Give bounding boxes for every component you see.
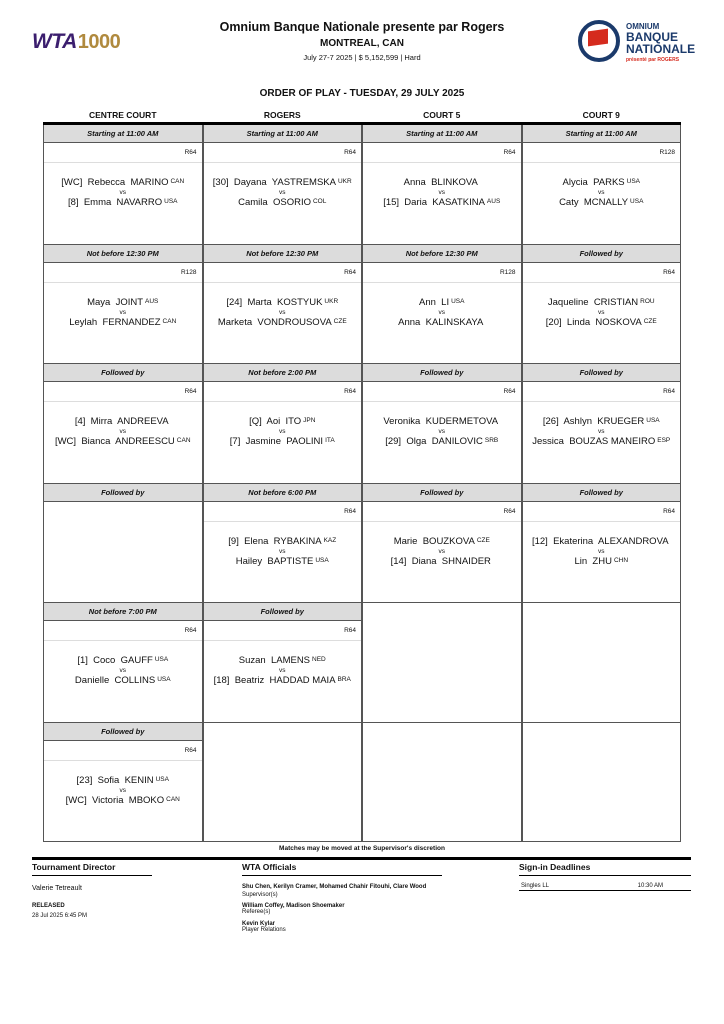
supervisors-role: Supervisor(s) [242, 892, 278, 898]
player-country: SRB [484, 437, 499, 444]
match-start-time: Starting at 11:00 AM [363, 125, 521, 143]
sponsor-line-1: OMNIUM [626, 22, 660, 31]
player-entry [363, 297, 521, 308]
player-entry [44, 436, 202, 447]
match-round: R64 [204, 263, 362, 283]
sponsor-line-3: NATIONALE [626, 42, 696, 56]
player-country: JPN [303, 417, 316, 424]
player-name: [4] Mirra ANDREEVA [74, 416, 169, 427]
player-country: CZE [476, 536, 490, 544]
match-cell [362, 484, 522, 604]
player-entry [44, 317, 202, 328]
player-name: Suzan LAMENS [238, 655, 311, 666]
player-entry [44, 297, 202, 308]
player-name: Ann LI [419, 296, 450, 308]
player-name: [15] Daria KASATKINA [383, 197, 485, 208]
sponsor-line-2: BANQUE [626, 30, 679, 44]
empty-slot [362, 603, 522, 723]
player-country: USA [646, 417, 660, 424]
match-cell [43, 125, 203, 245]
vs-label: vs [119, 786, 126, 794]
match-round: R64 [44, 382, 202, 402]
player-name: Marie BOUZKOVA [393, 535, 475, 547]
player-name: [18] Beatriz HADDAD MAIA [213, 675, 336, 686]
player-entry [363, 436, 521, 447]
court-headers [43, 110, 681, 120]
court-column [522, 125, 682, 840]
court-header: CENTRE COURT [88, 110, 157, 120]
director-column [32, 862, 152, 919]
match-round: R64 [44, 143, 202, 163]
player-name: [Q] Aoi ITO [249, 416, 302, 427]
player-name: Caty MCNALLY [559, 197, 629, 208]
signin-time: 10:30 AM [637, 883, 663, 889]
player-name: [WC] Bianca ANDREESCU [54, 436, 175, 447]
director-heading: Tournament Director [32, 862, 152, 876]
logo-flag-icon [588, 29, 608, 47]
match-players [523, 163, 681, 208]
player-country: USA [630, 198, 644, 205]
player-entry [204, 197, 362, 208]
match-start-time: Followed by [363, 364, 521, 382]
player-country: AUS [486, 198, 501, 205]
player-country: CAN [170, 178, 185, 185]
player-entry [44, 775, 202, 786]
match-start-time: Starting at 11:00 AM [523, 125, 681, 143]
match-players [204, 283, 362, 328]
match-players [523, 283, 681, 328]
match-cell [203, 245, 363, 365]
match-cell [362, 125, 522, 245]
player-name: Jaqueline CRISTIAN [547, 296, 639, 308]
player-entry [44, 197, 202, 208]
match-cell [43, 603, 203, 723]
player-entry [523, 436, 681, 447]
match-players [44, 402, 202, 447]
player-country: CHN [613, 556, 629, 564]
schedule-grid [43, 122, 681, 840]
player-entry [204, 536, 362, 547]
player-entry [523, 297, 681, 308]
match-start-time: Followed by [523, 245, 681, 263]
signin-heading: Sign-in Deadlines [519, 862, 691, 876]
match-start-time: Not before 12:30 PM [44, 245, 202, 263]
court-column [362, 125, 522, 840]
empty-slot [522, 603, 682, 723]
player-entry [204, 675, 362, 686]
match-players [363, 522, 521, 567]
player-country: CZE [643, 317, 657, 325]
match-start-time: Followed by [204, 603, 362, 621]
signin-event: Singles LL [521, 883, 550, 889]
player-name: Lin ZHU [574, 555, 612, 567]
signin-column [519, 862, 691, 891]
match-start-time: Not before 12:30 PM [204, 245, 362, 263]
match-start-time: Followed by [523, 484, 681, 502]
sponsor-wordmark [626, 23, 695, 63]
match-round: R128 [363, 263, 521, 283]
vs-label: vs [598, 547, 605, 555]
match-round: R64 [44, 621, 202, 641]
player-entry [523, 317, 681, 328]
vs-label: vs [279, 547, 286, 555]
match-round: R64 [44, 741, 202, 761]
vs-label: vs [279, 308, 286, 316]
player-name: Jessica BOUZAS MANEIRO [532, 436, 656, 447]
player-country: CAN [176, 437, 191, 444]
player-entry [204, 317, 362, 328]
event-title: Omnium Banque Nationale presente par Rogers [219, 20, 505, 34]
player-country: BRA [337, 676, 351, 683]
player-country: ITA [325, 437, 335, 444]
match-start-time: Followed by [523, 364, 681, 382]
match-round: R64 [204, 143, 362, 163]
match-start-time: Not before 6:00 PM [204, 484, 362, 502]
player-name: [29] Olga DANILOVIC [385, 436, 483, 447]
match-round: R64 [363, 143, 521, 163]
match-cell [43, 245, 203, 365]
vs-label: vs [119, 189, 126, 196]
player-country: USA [451, 297, 465, 305]
match-round: R64 [204, 621, 362, 641]
vs-label: vs [598, 189, 605, 196]
player-country: NED [312, 656, 326, 663]
released-time: 28 Jul 2025 6:45 PM [32, 913, 88, 919]
event-city: MONTREAL, CAN [320, 38, 404, 49]
match-round: R64 [363, 382, 521, 402]
match-players [44, 283, 202, 328]
match-players [204, 641, 362, 686]
match-round: R128 [44, 263, 202, 283]
court-column [43, 125, 203, 840]
match-round: R64 [204, 382, 362, 402]
match-players [204, 163, 362, 208]
player-name: Veronika KUDERMETOVA [383, 416, 499, 427]
player-country: AUS [145, 297, 159, 305]
event-header [180, 20, 544, 62]
player-entry [204, 556, 362, 567]
vs-label: vs [119, 428, 126, 435]
player-country: CAN [162, 317, 177, 325]
match-round: R64 [363, 502, 521, 522]
player-country: USA [626, 178, 640, 185]
player-name: Alycia PARKS [562, 177, 625, 188]
match-players [363, 163, 521, 208]
officials-heading: WTA Officials [242, 862, 442, 876]
player-country: CZE [333, 317, 347, 325]
vs-label: vs [598, 428, 605, 435]
match-round: R64 [523, 502, 681, 522]
match-players [44, 761, 202, 806]
court-column [203, 125, 363, 840]
vs-label: vs [279, 189, 286, 196]
player-name: Maya JOINT [87, 296, 144, 308]
court-header: COURT 9 [582, 110, 620, 120]
player-country: KAZ [323, 536, 337, 544]
vs-label: vs [438, 189, 445, 196]
player-entry [44, 177, 202, 188]
relations-role: Player Relations [242, 927, 286, 933]
banque-nationale-logo [578, 18, 698, 70]
player-country: ESP [657, 437, 671, 444]
match-players [363, 283, 521, 328]
vs-label: vs [598, 308, 605, 316]
court-header: ROGERS [263, 110, 301, 120]
match-players [44, 163, 202, 208]
player-entry [363, 416, 521, 427]
vs-label: vs [279, 428, 286, 435]
player-entry [204, 177, 362, 188]
player-entry [204, 655, 362, 666]
vs-label: vs [119, 308, 126, 316]
player-entry [523, 416, 681, 427]
player-name: Anna BLINKOVA [403, 177, 478, 188]
logo-number-text: 1000 [77, 31, 121, 53]
match-players [363, 402, 521, 447]
relations-name: Kevin Kylar [242, 921, 276, 927]
vs-label: vs [119, 667, 126, 674]
player-entry [44, 655, 202, 666]
player-name: [WC] Rebecca MARINO [61, 177, 169, 188]
match-cell [203, 364, 363, 484]
empty-slot [522, 723, 682, 843]
logo-wta-text: WTA [32, 30, 77, 53]
player-name: [9] Elena RYBAKINA [228, 535, 322, 547]
player-entry [363, 556, 521, 567]
sponsor-line-4: présenté par ROGERS [626, 57, 680, 63]
referees-role: Referee(s) [242, 909, 271, 915]
match-cell [203, 603, 363, 723]
player-entry [523, 536, 681, 547]
match-round: R64 [523, 263, 681, 283]
player-name: [WC] Victoria MBOKO [65, 794, 165, 806]
player-name: [23] Sofia KENIN [76, 774, 154, 786]
player-name: [14] Diana SHNAIDER [390, 555, 491, 567]
player-entry [44, 675, 202, 686]
player-name: Marketa VONDROUSOVA [217, 316, 332, 328]
player-name: [8] Emma NAVARRO [67, 197, 163, 208]
player-entry [363, 317, 521, 328]
player-country: COL [312, 198, 327, 205]
player-name: [1] Coco GAUFF [77, 655, 153, 666]
player-name: Camila OSORIO [238, 197, 311, 208]
player-entry [204, 297, 362, 308]
match-cell [43, 723, 203, 843]
player-entry [363, 197, 521, 208]
match-players [523, 522, 681, 567]
match-cell [522, 125, 682, 245]
match-cell [522, 245, 682, 365]
player-name: Leylah FERNANDEZ [69, 316, 161, 328]
player-name: [30] Dayana YASTREMSKA [212, 177, 336, 188]
player-country: USA [154, 656, 169, 663]
player-name: [12] Ekaterina ALEXANDROVA [531, 535, 669, 547]
vs-label: vs [438, 428, 445, 435]
player-entry [363, 177, 521, 188]
player-name: Anna KALINSKAYA [398, 316, 484, 328]
match-cell [43, 484, 203, 604]
officials-column [242, 862, 442, 933]
match-cell [362, 364, 522, 484]
match-round: R128 [523, 143, 681, 163]
match-start-time: Starting at 11:00 AM [204, 125, 362, 143]
player-entry [523, 177, 681, 188]
vs-label: vs [438, 547, 445, 555]
match-players [204, 522, 362, 567]
player-country: USA [164, 198, 178, 205]
match-start-time: Not before 12:30 PM [363, 245, 521, 263]
player-name: [24] Marta KOSTYUK [226, 296, 323, 308]
player-country: CAN [166, 795, 180, 803]
director-name: Valerie Tetreault [32, 885, 82, 892]
match-cell [362, 245, 522, 365]
player-name: [7] Jasmine PAOLINI [229, 436, 324, 447]
match-round: R64 [523, 382, 681, 402]
player-name: Danielle COLLINS [74, 675, 156, 686]
match-start-time: Followed by [44, 723, 202, 741]
player-country: USA [155, 775, 169, 783]
match-cell [43, 364, 203, 484]
player-entry [44, 795, 202, 806]
empty-slot [203, 723, 363, 843]
player-entry [204, 436, 362, 447]
wta-1000-logo [32, 30, 120, 54]
order-of-play-title: ORDER OF PLAY - TUESDAY, 29 JULY 2025 [259, 88, 465, 99]
match-players [44, 641, 202, 686]
released-label: RELEASED [32, 903, 65, 909]
player-country: USA [157, 676, 171, 683]
match-cell [203, 125, 363, 245]
supervisors-names: Shu Chen, Kerilyn Cramer, Mohamed Chahir Fitouhi, Clare Wood [242, 884, 427, 890]
match-start-time: Followed by [44, 484, 202, 502]
event-info: July 27-7 2025 | $ 5,152,599 | Hard [303, 53, 421, 62]
player-country: USA [315, 556, 329, 564]
signin-row [519, 883, 691, 891]
player-name: [26] Ashlyn KRUEGER [542, 416, 645, 427]
player-name: Hailey BAPTISTE [235, 555, 314, 567]
player-entry [523, 197, 681, 208]
player-country: UKR [337, 178, 352, 185]
player-country: ROU [640, 297, 655, 305]
vs-label: vs [279, 667, 286, 674]
match-start-time: Not before 7:00 PM [44, 603, 202, 621]
match-start-time: Starting at 11:00 AM [44, 125, 202, 143]
player-entry [523, 556, 681, 567]
match-start-time: Not before 2:00 PM [204, 364, 362, 382]
match-cell [522, 364, 682, 484]
match-round: R64 [204, 502, 362, 522]
match-cell [522, 484, 682, 604]
court-header: COURT 5 [423, 110, 461, 120]
match-start-time: Followed by [363, 484, 521, 502]
match-cell [203, 484, 363, 604]
player-entry [363, 536, 521, 547]
player-entry [204, 416, 362, 427]
player-entry [44, 416, 202, 427]
discretion-note: Matches may be moved at the Supervisor's discretion [279, 845, 445, 852]
player-country: UKR [324, 297, 339, 305]
footer-rule [32, 857, 691, 860]
player-name: [20] Linda NOSKOVA [545, 316, 642, 328]
referees-names: William Coffey, Madison Shoemaker [242, 903, 345, 909]
match-start-time: Followed by [44, 364, 202, 382]
match-players [523, 402, 681, 447]
vs-label: vs [438, 308, 445, 316]
match-players [204, 402, 362, 447]
empty-slot [362, 723, 522, 843]
